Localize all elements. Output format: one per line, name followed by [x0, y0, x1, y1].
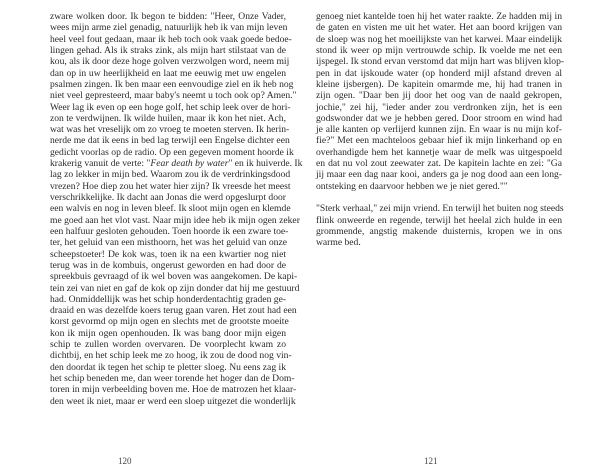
text-line: dan op in uw heerlijkheid en laat me eeuwig met uw engelen — [50, 67, 286, 79]
text-line: verschrikkelijke. Ik dacht aan Jonas die werd opgeslurpt door — [50, 192, 286, 203]
text-line: zijn ogen. "Daar ben jij door het oog van de naald gekropen, — [316, 90, 562, 102]
text-line: jochie," zei hij, "ieder ander zou verdronken zijn, het is een — [316, 101, 562, 113]
text-line: dichtbij, en het schip leek me zo hoog, ik zou de dood nog vin- — [50, 350, 292, 362]
text-line: flink onweerde en regende, terwijl het heelal zich hulde in een — [316, 214, 562, 226]
text-line: kon ik mijn ogen openhouden. Ik was bang door mijn eigen — [50, 327, 286, 339]
text-line: een walvis en nog in leven bleef. Ik sloot mijn ogen en klemde — [50, 203, 291, 215]
right-page-text — [316, 11, 565, 249]
text-line: je alle kanten op verlijerd kunnen zijn. En waar is nu mijn kof- — [316, 124, 562, 136]
page-number-right: 121 — [424, 456, 438, 466]
text-line: ontsteking en daarvoor hebben we je niet gered."" — [316, 180, 508, 192]
text-line: scheepstoeter! De kok was, toen ik na een kwartier nog niet — [50, 248, 286, 260]
text-line: godswonder dat we je hebben gered. Door stroom en wind had — [316, 112, 562, 124]
text-line: had. Onmiddellijk was het schip honderdentachtig graden ge- — [50, 293, 287, 305]
text-line: grommende, angstig makende duisternis, kropen we in ons — [316, 225, 562, 237]
text-line: zon te verdwijnen. Ik wilde huilen, maar ik kon het niet. Ach, — [50, 112, 286, 124]
text-line: spreekbuis gevraagd of ik wel boven was aangekomen. De kapi- — [50, 271, 298, 283]
text-line: en dat nu vol zout zeewater zat. De kapitein lachte en zei: "Ga — [316, 158, 562, 170]
text-line: draaid en was dezelfde koers terug gaan varen. Het zout had een — [50, 305, 297, 317]
text-line: terug was in de kombuis, ongerust geworden en had door de — [50, 259, 286, 271]
text-line: lingen gehad. Als ik straks zink, als mijn hart stilstaat van de — [50, 44, 286, 56]
text-line: niet veel gepresteerd, maar baby's neemt u toch ook op? Amen." — [50, 90, 297, 102]
text-line: tein zei van niet en gaf de kok op zijn donder dat hij me gestuurd — [50, 282, 300, 294]
text-line: overhandigde hem het kannetje waar de melk was uitgespoeld — [316, 146, 562, 158]
page-number-left: 120 — [118, 456, 132, 466]
text-line: stond ik weer op mijn vertrouwde schip. Ik voelde me net een — [316, 44, 562, 56]
text-line: wat was het vreselijk om zo vroeg te moeten sterven. Ik herin- — [50, 124, 290, 136]
text-line: ijspegel. Ik stond ervan verstomd dat mijn hart was blijven klop- — [316, 56, 565, 68]
text-line: de sloep was nog het moeilijkste van het karwei. Maar eindelijk — [316, 33, 562, 45]
text-line: lag zo lekker in mijn bed. Waarom zou ik de verdrinkingsdood — [50, 169, 291, 181]
text-line: het schip beneden me, dan weer torende het hoger dan de Dom- — [50, 373, 295, 384]
text-line: wees mijn arme ziel genadig, natuurlijk heb ik van mijn leven — [50, 22, 288, 34]
text-line: Weer lag ik even op een hoge golf, het schip leek over de hori- — [50, 101, 291, 113]
text-line: nerde me dat ik eens in bed lag terwijl een Engelse dichter een — [50, 135, 290, 147]
text-line: genoeg niet kantelde toen hij het water raakte. Ze hadden mij in — [316, 11, 562, 22]
text-line: schip te zullen worden overvaren. De voorplecht kwam zo — [50, 339, 286, 351]
text-line: ter, het geluid van een misthoorn, het was het geluid van onze — [50, 237, 287, 249]
text-line: psalmen zingen. Ik ben maar een eenvoudige ziel en ik heb nog — [50, 78, 294, 90]
text-line: zware wolken door. Ik begon te bidden: "Heer, Onze Vader, — [50, 11, 286, 22]
text-line: kleine ijsbergen). De kapitein omarmde me, hij had tranen in — [316, 78, 562, 90]
text-line: heel veel fout gedaan, maar ik heb toch ook vaak goede bedoe- — [50, 33, 292, 45]
text-line: den doordat ik tegen het schip te pletter sloeg. Nu eens zag ik — [50, 361, 286, 373]
text-line: jij maar een dag naar kooi, anders ga je nog dood aan een long- — [316, 169, 562, 181]
text-line: den weet ik niet, maar er werd een sloep uitgezet die wonderlijk — [50, 395, 296, 407]
text-line: toren in mijn verbeelding boven me. Hoe de matrozen het klaar- — [50, 384, 297, 396]
text-line: gedicht voorlas op de radio. Op een gegeven moment hoorde ik — [50, 146, 294, 158]
text-line: "Sterk verhaal," zei mijn vriend. En terwijl het buiten nog steeds — [316, 203, 564, 215]
text-line: een halfuur gesloten gehouden. Toen hoorde ik een zware toe- — [50, 225, 289, 237]
left-page-text — [50, 11, 303, 407]
text-line: korst gevormd op mijn ogen en slechts met de grootste moeite — [50, 316, 289, 328]
text-line: me goed aan het vlot vast. Naar mijn idee heb ik mijn ogen zeker — [50, 214, 300, 226]
text-line: de gaten en visten me uit het water. Het aan boord krijgen van — [316, 22, 562, 34]
italic-quote: Fear death by water — [150, 158, 229, 170]
paragraph-gap — [316, 192, 562, 203]
text-line: krakerig vanuit de verte: "Fear death by water" en ik huiverde. Ik — [50, 158, 303, 170]
text-line: vrezen? Hoe diep zou het water hier zijn? Ik vreesde het meest — [50, 180, 291, 192]
text-line: fie?" Met een machteloos gebaar hief ik mijn linkerhand op en — [316, 135, 562, 147]
text-line: kou, als ik door deze hoge golven verzwolgen word, neem mij — [50, 56, 290, 68]
text-line: warme bed. — [316, 237, 361, 249]
text-line: pen in dat ijskoude water (op honderd mijl afstand dreven al — [316, 67, 562, 79]
